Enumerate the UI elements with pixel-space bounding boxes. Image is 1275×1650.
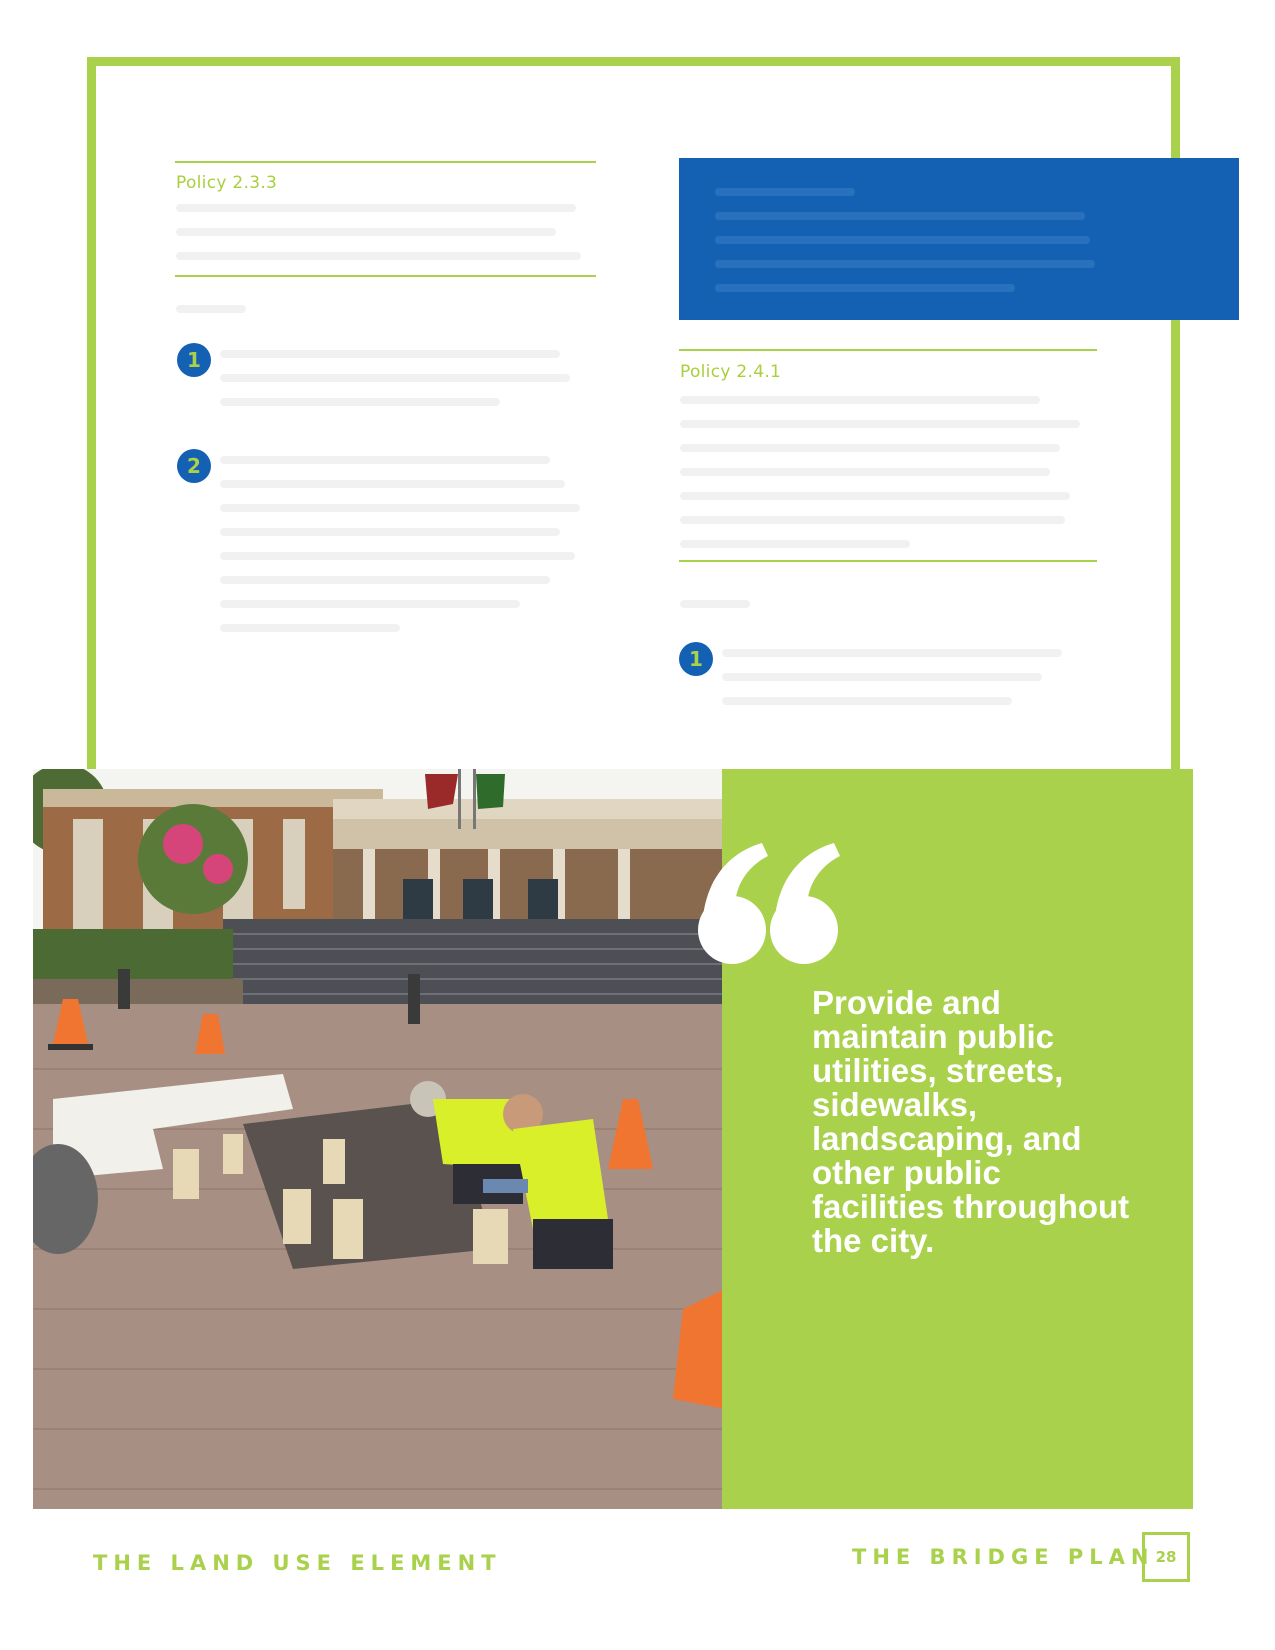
faint-text-line xyxy=(722,673,1042,681)
action-number-badge: 1 xyxy=(679,642,713,676)
faint-text-line xyxy=(220,374,570,382)
faint-heading xyxy=(680,600,750,608)
faint-text-line xyxy=(722,649,1062,657)
faint-text-line xyxy=(680,468,1050,476)
objective-box xyxy=(679,158,1239,320)
faint-text-line xyxy=(220,504,580,512)
faint-text-line xyxy=(220,600,520,608)
faint-text-line xyxy=(220,398,500,406)
faint-text-line xyxy=(680,516,1065,524)
faint-text-line xyxy=(680,492,1070,500)
policy-bottom-rule xyxy=(175,275,596,277)
faint-text-line xyxy=(220,576,550,584)
faint-text-line xyxy=(680,420,1080,428)
faint-text-line xyxy=(220,552,575,560)
faint-text-line xyxy=(680,444,1060,452)
faint-text-line xyxy=(220,480,565,488)
faint-text-line xyxy=(715,212,1085,220)
faint-text-line xyxy=(680,396,1040,404)
policy-2-3-3-label: Policy 2.3.3 xyxy=(176,173,278,193)
policy-top-rule xyxy=(679,349,1097,351)
footer-document-title: THE BRIDGE PLAN xyxy=(852,1545,1155,1569)
faint-text-line xyxy=(715,236,1090,244)
policy-top-rule xyxy=(175,161,596,163)
workers-paving-photo xyxy=(33,769,725,1509)
faint-text-line xyxy=(176,252,581,260)
faint-text-line xyxy=(220,350,560,358)
faint-text-line xyxy=(176,204,576,212)
faint-text-line xyxy=(715,260,1095,268)
policy-bottom-rule xyxy=(679,560,1097,562)
footer-section-title: THE LAND USE ELEMENT xyxy=(93,1551,502,1575)
faint-heading xyxy=(176,305,246,313)
pull-quote-text: Provide and maintain public utilities, streets, sidewalks, landscaping, and other public facilities throughout the city. xyxy=(812,984,1130,1259)
faint-heading xyxy=(715,188,855,196)
faint-text-line xyxy=(220,624,400,632)
page-number: 28 xyxy=(1142,1532,1190,1582)
policy-2-4-1-label: Policy 2.4.1 xyxy=(680,362,782,382)
quote-mark-icon xyxy=(692,838,842,968)
action-number-badge: 2 xyxy=(177,449,211,483)
faint-text-line xyxy=(680,540,910,548)
action-number-badge: 1 xyxy=(177,343,211,377)
faint-text-line xyxy=(220,528,560,536)
faint-text-line xyxy=(220,456,550,464)
faint-text-line xyxy=(176,228,556,236)
faint-text-line xyxy=(722,697,1012,705)
faint-text-line xyxy=(715,284,1015,292)
